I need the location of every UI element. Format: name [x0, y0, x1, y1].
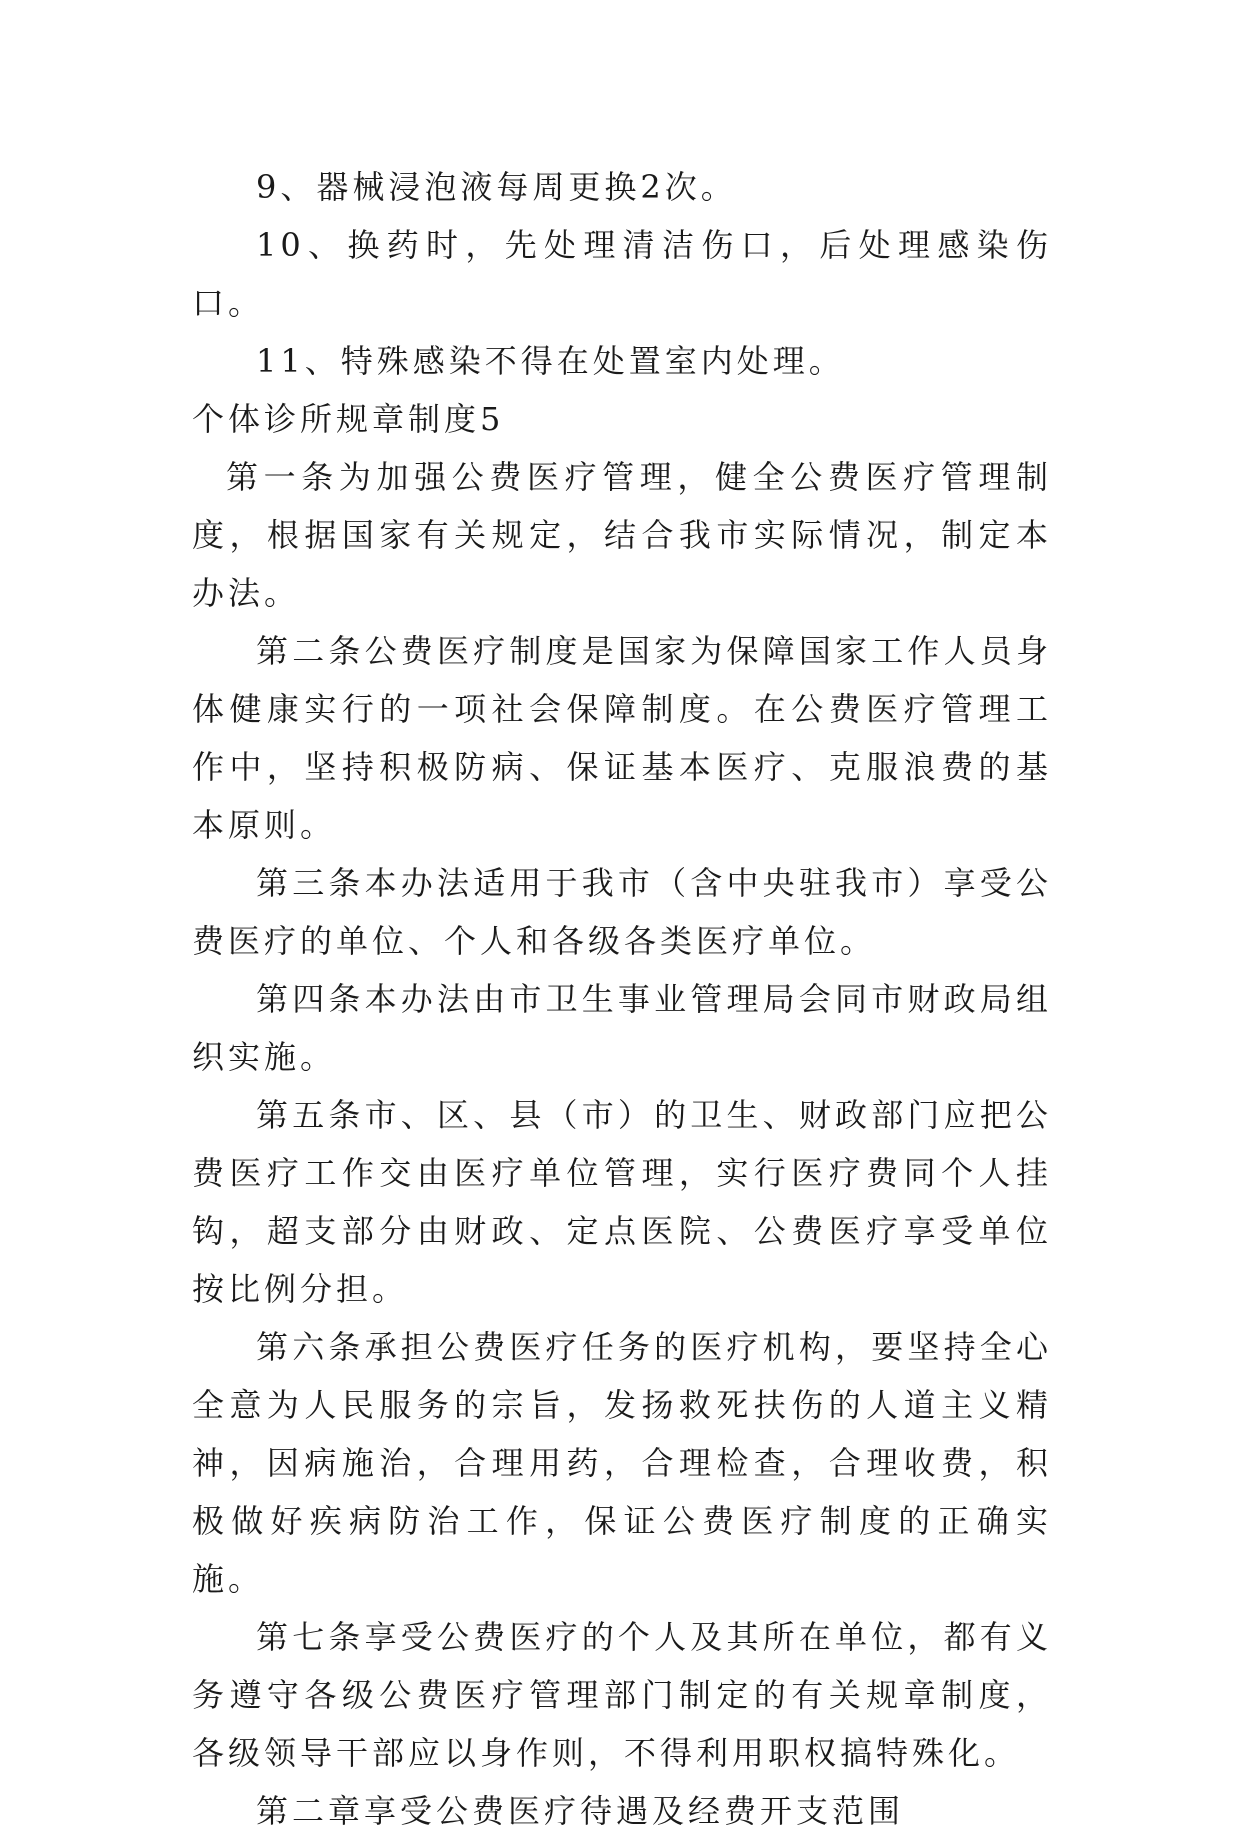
- article-4: 第四条本办法由市卫生事业管理局会同市财政局组织实施。: [192, 980, 1052, 1076]
- chapter-heading: 第二章享受公费医疗待遇及经费开支范围: [256, 1792, 905, 1830]
- article-6: 第六条承担公费医疗任务的医疗机构，要坚持全心全意为人民服务的宗旨，发扬救死扶伤的人道主义精神，因病施治，合理用药，合理检查，合理收费，积极做好疾病防治工作，保证公费医疗制度的正确实施。: [192, 1328, 1052, 1598]
- list-item-9: 9、器械浸泡液每周更换2次。: [256, 168, 737, 206]
- article-7: 第七条享受公费医疗的个人及其所在单位，都有义务遵守各级公费医疗管理部门制定的有关规章制度，各级领导干部应以身作则，不得利用职权搞特殊化。: [192, 1618, 1052, 1772]
- article-2: 第二条公费医疗制度是国家为保障国家工作人员身体健康实行的一项社会保障制度。在公费医疗管理工作中，坚持积极防病、保证基本医疗、克服浪费的基本原则。: [192, 632, 1052, 844]
- section-title: 个体诊所规章制度5: [192, 400, 505, 438]
- article-1: 第一条为加强公费医疗管理，健全公费医疗管理制度，根据国家有关规定，结合我市实际情况，制定本办法。: [192, 458, 1052, 612]
- document-body: [192, 158, 1052, 1840]
- article-3: 第三条本办法适用于我市（含中央驻我市）享受公费医疗的单位、个人和各级各类医疗单位。: [192, 864, 1052, 960]
- list-item-10: 10、换药时，先处理清洁伤口，后处理感染伤口。: [192, 226, 1052, 322]
- article-5: 第五条市、区、县（市）的卫生、财政部门应把公费医疗工作交由医疗单位管理，实行医疗费同个人挂钩，超支部分由财政、定点医院、公费医疗享受单位按比例分担。: [192, 1096, 1052, 1308]
- list-item-11: 11、特殊感染不得在处置室内处理。: [256, 342, 845, 380]
